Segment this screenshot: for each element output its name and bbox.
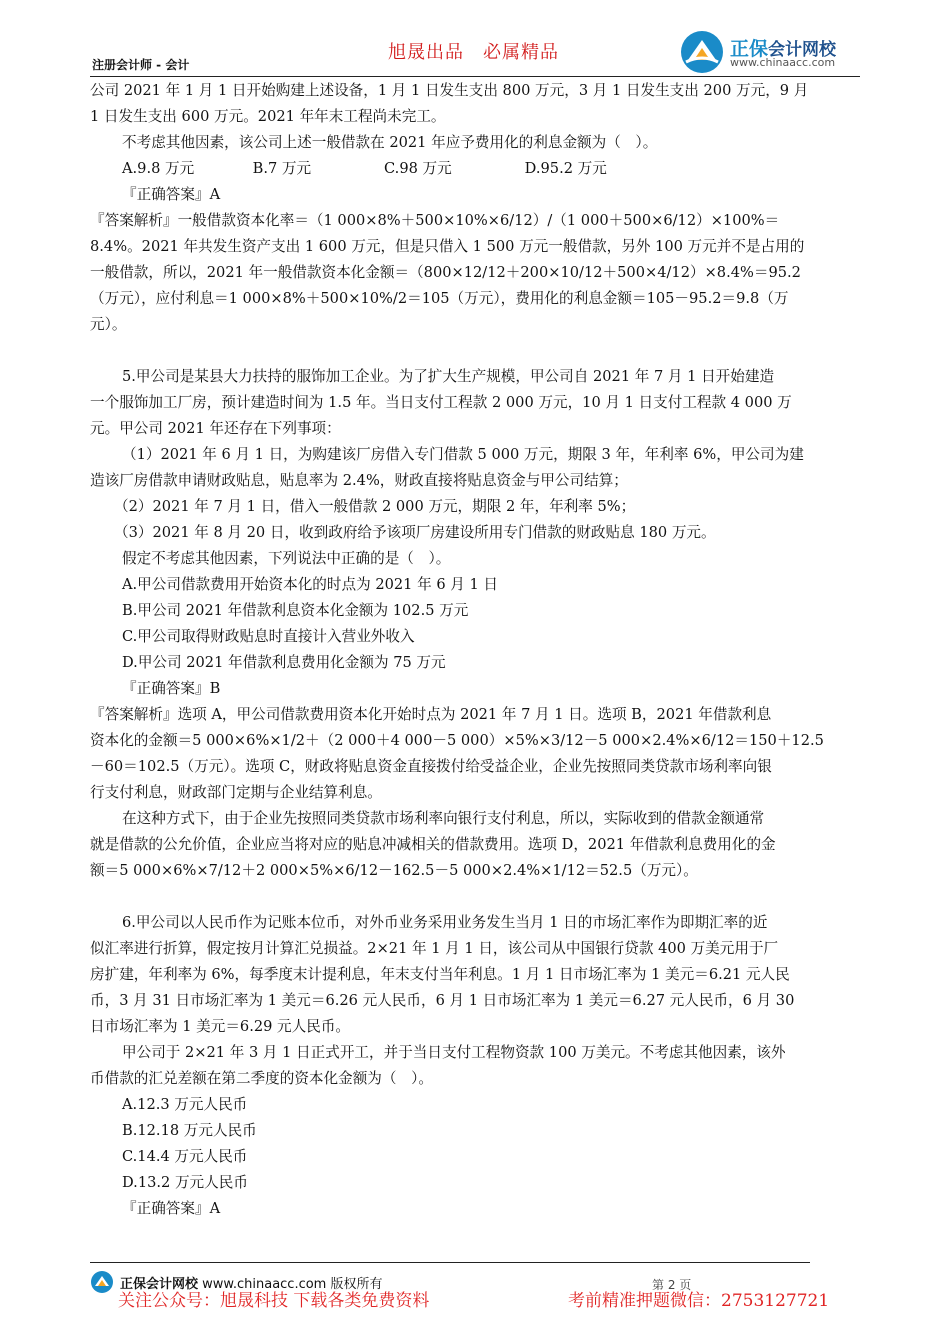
text-line: 日市场汇率为 1 美元＝6.29 元人民币。 — [90, 1018, 351, 1035]
text-line: （万元），应付利息＝1 000×8%＋500×10%/2＝105（万元），费用化的利息金额＝105－95.2＝9.8（万 — [90, 290, 789, 307]
text-line: 假定不考虑其他因素，下列说法中正确的是（ ）。 — [122, 550, 451, 567]
text-line: 5.甲公司是某县大力扶持的服饰加工企业。为了扩大生产规模，甲公司自 2021 年 7 月 1 日开始建造 — [122, 368, 775, 385]
text-line: 币，3 月 31 日市场汇率为 1 美元＝6.26 元人民币，6 月 1 日市场汇率为 1 美元＝6.27 元人民币，6 月 30 — [90, 992, 795, 1009]
footer-promo-left: 关注公众号：旭晟科技 下载各类免费资料 — [118, 1291, 430, 1311]
text-line: 额＝5 000×6%×7/12＋2 000×5%×6/12－162.5－5 000×2.4%×1/12＝52.5（万元）。 — [90, 862, 698, 879]
text-line: 『正确答案』A — [122, 1200, 221, 1217]
text-line: B.甲公司 2021 年借款利息资本化金额为 102.5 万元 — [122, 602, 469, 619]
text-line: 不考虑其他因素，该公司上述一般借款在 2021 年应予费用化的利息金额为（ ）。 — [122, 134, 658, 151]
logo-name: 会计网校 — [768, 40, 837, 60]
text-line: 『正确答案』A — [122, 186, 221, 203]
text-line: C.14.4 万元人民币 — [122, 1148, 248, 1165]
text-line: 『正确答案』B — [122, 680, 221, 697]
footer-logo-icon — [90, 1270, 114, 1294]
text-line: 1 日发生支出 600 万元。2021 年年末工程尚未完工。 — [90, 108, 446, 125]
text-line: 在这种方式下，由于企业先按照同类贷款市场利率向银行支付利息，所以，实际收到的借款金额通常 — [122, 810, 765, 827]
text-line: 公司 2021 年 1 月 1 日开始购建上述设备，1 月 1 日发生支出 800 万元，3 月 1 日发生支出 200 万元，9 月 — [90, 82, 809, 99]
text-line: A.甲公司借款费用开始资本化的时点为 2021 年 6 月 1 日 — [122, 576, 499, 593]
text-line: 似汇率进行折算，假定按月计算汇兑损益。2×21 年 1 月 1 日，该公司从中国银行贷款 400 万美元用于厂 — [90, 940, 779, 957]
text-line: 行支付利息，财政部门定期与企业结算利息。 — [90, 784, 382, 801]
text-line: 一般借款，所以，2021 年一般借款资本化金额＝（800×12/12＋200×10/12＋500×4/12）×8.4%＝95.2 — [90, 264, 801, 281]
header-slogan: 旭晟出品 必属精品 — [388, 42, 559, 63]
logo-url: www.chinaacc.com — [730, 56, 836, 69]
footer-brand: 正保会计网校 — [120, 1277, 199, 1292]
page-number: 第 2 页 — [652, 1278, 692, 1292]
text-line: 8.4%。2021 年共发生资产支出 1 600 万元，但是只借入 1 500 万元一般借款，另外 100 万元并不是占用的 — [90, 238, 805, 255]
text-line: D.13.2 万元人民币 — [122, 1174, 248, 1191]
text-line: B.12.18 万元人民币 — [122, 1122, 257, 1139]
text-line: 6.甲公司以人民币作为记账本位币，对外币业务采用业务发生当月 1 日的市场汇率作为即期汇率的近 — [122, 914, 768, 931]
text-line: 就是借款的公允价值，企业应当将对应的贴息冲减相关的借款费用。选项 D，2021 年借款利息费用化的金 — [90, 836, 776, 853]
chinaacc-logo — [678, 28, 868, 76]
text-line: 元）。 — [90, 316, 127, 333]
header-subject: 注册会计师 - 会计 — [92, 58, 190, 72]
text-line: A.12.3 万元人民币 — [122, 1096, 248, 1113]
header-divider — [90, 76, 860, 77]
logo-emblem-icon — [678, 28, 726, 76]
text-line: D.甲公司 2021 年借款利息费用化金额为 75 万元 — [122, 654, 446, 671]
footer-url: www.chinaacc.com 版权所有 — [198, 1277, 383, 1292]
text-line: 甲公司于 2×21 年 3 月 1 日正式开工，并于当日支付工程物资款 100 万美元。不考虑其他因素，该外 — [122, 1044, 786, 1061]
text-line: （3）2021 年 8 月 20 日，收到政府给予该项厂房建设所用专门借款的财政贴息 180 万元。 — [114, 524, 716, 541]
footer-promo-right: 考前精准押题微信：2753127721 — [568, 1291, 830, 1311]
text-line: 元。甲公司 2021 年还存在下列事项： — [90, 420, 341, 437]
text-line: －60＝102.5（万元）。选项 C，财政将贴息资金直接拨付给受益企业，企业先按照同类贷款市场利率向银 — [90, 758, 772, 775]
text-line: 资本化的金额＝5 000×6%×1/2＋（2 000＋4 000－5 000）×5%×3/12－5 000×2.4%×6/12＝150＋12.5 — [90, 732, 824, 749]
text-line: 『答案解析』选项 A，甲公司借款费用资本化开始时点为 2021 年 7 月 1 日。选项 B，2021 年借款利息 — [90, 706, 772, 723]
text-line: 造该厂房借款申请财政贴息，贴息率为 2.4%，财政直接将贴息资金与甲公司结算； — [90, 472, 628, 489]
text-line: （1）2021 年 6 月 1 日，为购建该厂房借入专门借款 5 000 万元，期限 3 年，年利率 6%，甲公司为建 — [122, 446, 804, 463]
text-line: C.甲公司取得财政贴息时直接计入营业外收入 — [122, 628, 415, 645]
text-line: （2）2021 年 7 月 1 日，借入一般借款 2 000 万元，期限 2 年，年利率 5%； — [114, 498, 636, 515]
footer-divider — [90, 1262, 810, 1263]
logo-brand: 正保 — [730, 38, 769, 60]
text-line: 币借款的汇兑差额在第二季度的资本化金额为（ ）。 — [90, 1070, 433, 1087]
text-line: 『答案解析』一般借款资本化率＝（1 000×8%＋500×10%×6/12）/（1 000＋500×6/12）×100%＝ — [90, 212, 780, 229]
text-line: 一个服饰加工厂房，预计建造时间为 1.5 年。当日支付工程款 2 000 万元，10 月 1 日支付工程款 4 000 万 — [90, 394, 792, 411]
text-line: A.9.8 万元 B.7 万元 C.98 万元 D.95.2 万元 — [122, 160, 607, 177]
text-line: 房扩建，年利率为 6%，每季度末计提利息，年末支付当年利息。1 月 1 日市场汇率为 1 美元＝6.21 元人民 — [90, 966, 790, 983]
